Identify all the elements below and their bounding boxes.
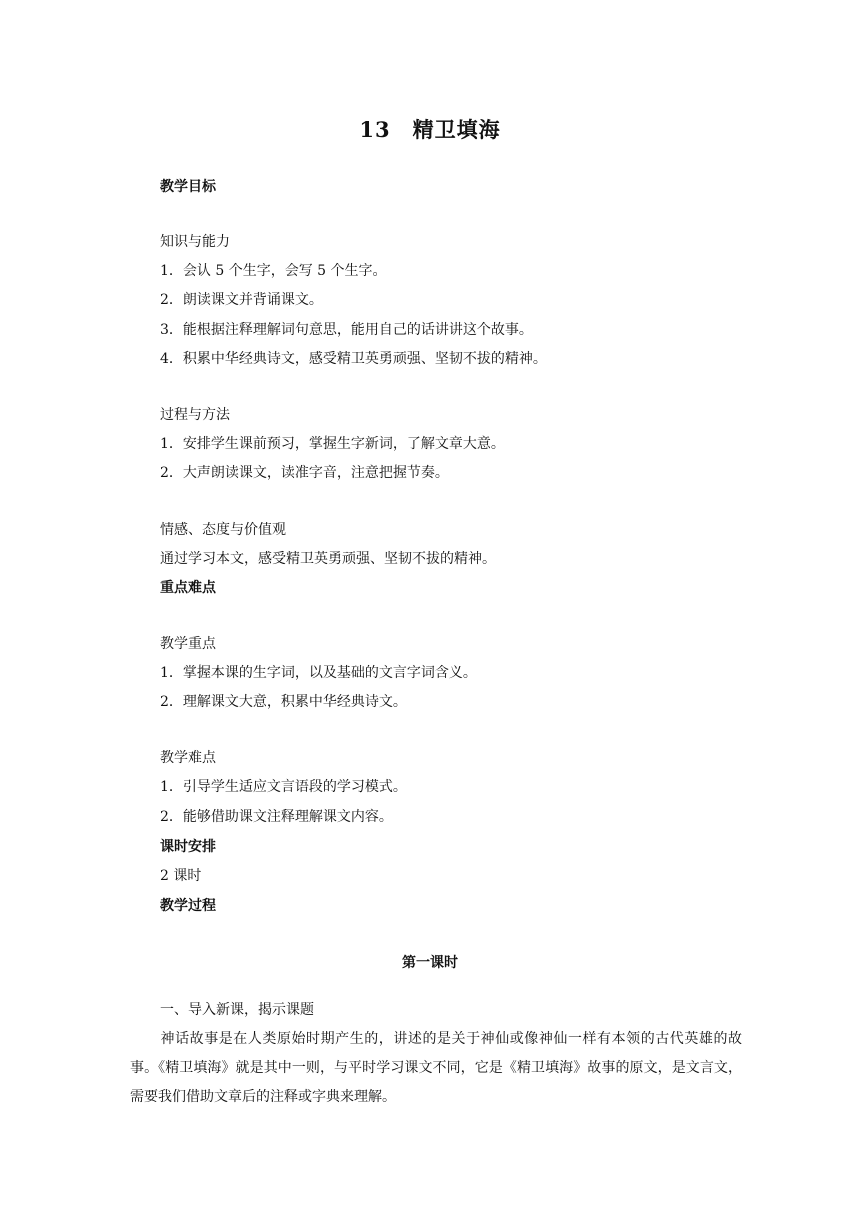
schedule-text: 2 课时 <box>160 868 202 884</box>
teaching-process-heading: 教学过程 <box>160 898 216 914</box>
knowledge-item: 2．朗读课文并背诵课文。 <box>160 292 323 308</box>
step-one-heading: 一、导入新课，揭示课题 <box>160 1002 314 1018</box>
lesson-number: 13 <box>359 117 391 142</box>
lesson-title: 精卫填海 <box>412 117 501 142</box>
page-title <box>0 114 860 144</box>
objectives-heading: 教学目标 <box>160 179 216 195</box>
key-difficult-heading: 重点难点 <box>160 580 216 596</box>
emotion-text: 通过学习本文，感受精卫英勇顽强、坚韧不拔的精神。 <box>160 551 496 567</box>
knowledge-heading: 知识与能力 <box>160 234 230 250</box>
intro-paragraph <box>130 1025 742 1112</box>
emotion-heading: 情感、态度与价值观 <box>160 522 286 538</box>
difficult-heading: 教学难点 <box>160 750 216 766</box>
difficult-item: 2．能够借助课文注释理解课文内容。 <box>160 809 393 825</box>
difficult-item: 1．引导学生适应文言语段的学习模式。 <box>160 779 407 795</box>
key-item: 2．理解课文大意，积累中华经典诗文。 <box>160 694 407 710</box>
lesson-one-heading: 第一课时 <box>402 955 458 971</box>
key-heading: 教学重点 <box>160 636 216 652</box>
knowledge-item: 3．能根据注释理解词句意思，能用自己的话讲讲这个故事。 <box>160 322 533 338</box>
schedule-heading: 课时安排 <box>160 839 216 855</box>
process-item: 2．大声朗读课文，读准字音，注意把握节奏。 <box>160 465 449 481</box>
knowledge-item: 1．会认 5 个生字，会写 5 个生字。 <box>160 263 387 279</box>
intro-paragraph-text: 神话故事是在人类原始时期产生的，讲述的是关于神仙或像神仙一样有本领的古代英雄的故事。《精卫填海》就是其中一则，与平时学习课文不同，它是《精卫填海》故事的原文，是文言文，需要我们借助文章后的注释或字典来理解。 <box>130 1031 742 1105</box>
process-method-heading: 过程与方法 <box>160 407 230 423</box>
knowledge-item: 4．积累中华经典诗文，感受精卫英勇顽强、坚韧不拔的精神。 <box>160 351 547 367</box>
key-item: 1．掌握本课的生字词，以及基础的文言字词含义。 <box>160 665 477 681</box>
process-item: 1．安排学生课前预习，掌握生字新词，了解文章大意。 <box>160 436 505 452</box>
